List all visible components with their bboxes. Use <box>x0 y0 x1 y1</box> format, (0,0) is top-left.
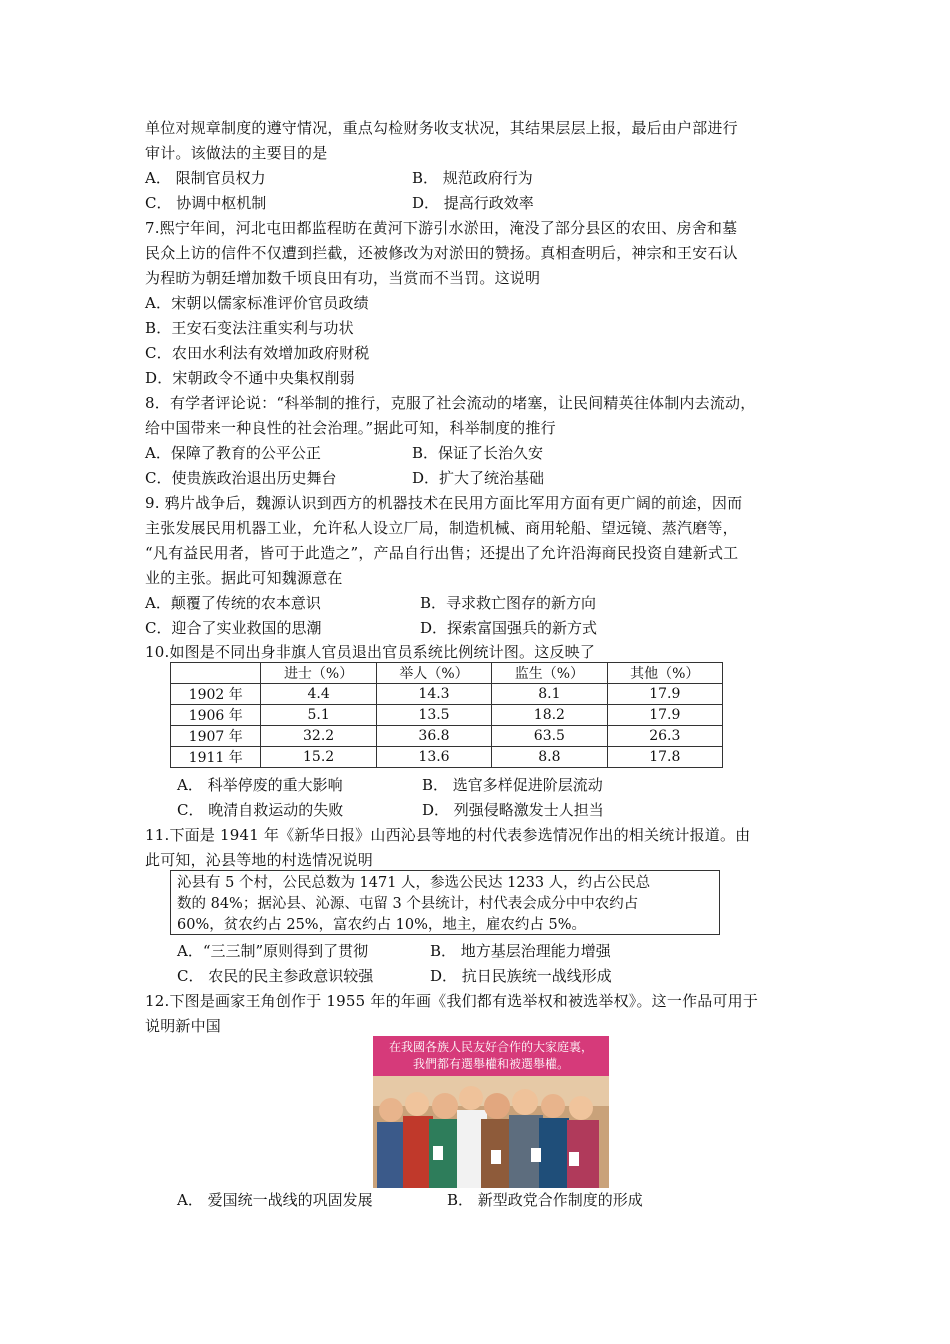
poster-caption-line: 我們都有選舉權和被選舉權。 <box>412 1057 569 1071</box>
q8-stem-line-1: 8．有学者评论说：“科举制的推行，克服了社会流动的堵塞，让民间精英往体制内去流动， <box>145 394 756 412</box>
q12-option-b[interactable]: B． 新型政党合作制度的形成 <box>447 1191 643 1209</box>
q11-quote-line: 沁县有 5 个村，公民总数为 1471 人，参选公民达 1233 人，约占公民总 <box>177 875 651 891</box>
table-cell: 26.3 <box>607 726 722 747</box>
table-row <box>171 705 723 726</box>
q9-stem-line-4: 业的主张。据此可知魏源意在 <box>145 569 343 587</box>
table-header-cell: 其他（%） <box>607 663 722 684</box>
q9-option-d[interactable]: D．探索富国强兵的新方式 <box>420 619 598 637</box>
table-cell: 13.5 <box>376 705 491 726</box>
q8-stem-line-2: 给中国带来一种良性的社会治理。”据此可知，科举制度的推行 <box>145 419 556 437</box>
q12-option-a[interactable]: A． 爱国统一战线的巩固发展 <box>177 1191 373 1209</box>
q9-stem-line-2: 主张发展民用机器工业，允许私人设立厂局，制造机械、商用轮船、望远镜、蒸汽磨等， <box>145 519 738 537</box>
q11-option-a[interactable]: A．“三三制”原则得到了贯彻 <box>177 942 369 960</box>
q9-stem-line-3: “凡有益民用者，皆可于此造之”，产品自行出售；还提出了允许沿海商民投资自建新式工 <box>145 544 739 562</box>
table-header-cell: 进士（%） <box>261 663 376 684</box>
q11-quote-box <box>170 870 720 935</box>
poster-caption-line: 在我國各族人民友好合作的大家庭裏， <box>388 1040 593 1054</box>
table-cell: 8.1 <box>492 684 607 705</box>
table-cell: 5.1 <box>261 705 376 726</box>
table-cell: 17.9 <box>607 684 722 705</box>
q9-option-a[interactable]: A．颠覆了传统的农本意识 <box>145 594 321 612</box>
table-header-cell <box>171 663 261 684</box>
table-cell: 15.2 <box>261 747 376 768</box>
table-cell: 17.9 <box>607 705 722 726</box>
q7-option-c[interactable]: C．农田水利法有效增加政府财税 <box>145 344 370 362</box>
q11-option-c[interactable]: C． 农民的民主参政意识较强 <box>177 967 374 985</box>
q8-option-d[interactable]: D．扩大了统治基础 <box>412 469 545 487</box>
q7-stem-line-2: 民众上访的信件不仅遭到拦截，还被修改为对淤田的赞扬。真相查明后，神宗和王安石认 <box>145 244 738 262</box>
table-cell: 1907 年 <box>171 726 261 747</box>
q11-option-b[interactable]: B． 地方基层治理能力增强 <box>430 942 611 960</box>
q6-stem-line-2: 审计。该做法的主要目的是 <box>145 144 328 162</box>
table-cell: 36.8 <box>376 726 491 747</box>
q10-data-table <box>170 662 723 768</box>
q11-stem-line-2: 此可知，沁县等地的村选情况说明 <box>145 851 374 869</box>
poster-people-illustration <box>373 1076 609 1188</box>
table-cell: 18.2 <box>492 705 607 726</box>
poster-caption-band <box>373 1036 609 1076</box>
q7-option-d[interactable]: D．宋朝政令不通中央集权削弱 <box>145 369 355 387</box>
q7-stem-line-3: 为程昉为朝廷增加数千顷良田有功，当赏而不当罚。这说明 <box>145 269 541 287</box>
q6-option-c[interactable]: C． 协调中枢机制 <box>145 194 267 212</box>
table-cell: 1906 年 <box>171 705 261 726</box>
q10-option-b[interactable]: B． 选官多样促进阶层流动 <box>422 776 603 794</box>
table-row <box>171 684 723 705</box>
q10-option-c[interactable]: C． 晚清自救运动的失败 <box>177 801 344 819</box>
table-cell: 32.2 <box>261 726 376 747</box>
q7-option-b[interactable]: B．王安石变法注重实利与功状 <box>145 319 354 337</box>
table-row <box>171 747 723 768</box>
table-header-cell: 监生（%） <box>492 663 607 684</box>
q10-option-d[interactable]: D． 列强侵略激发士人担当 <box>422 801 604 819</box>
q11-quote-line: 数的 84%；据沁县、沁源、屯留 3 个县统计，村代表会成分中中农约占 <box>177 896 639 912</box>
q12-stem-line-2: 说明新中国 <box>145 1017 222 1035</box>
table-cell: 4.4 <box>261 684 376 705</box>
table-header-row <box>171 663 723 684</box>
table-cell: 17.8 <box>607 747 722 768</box>
election-poster-image <box>373 1036 609 1188</box>
q6-option-a[interactable]: A． 限制官员权力 <box>145 169 266 187</box>
q11-quote-line: 60%，贫农约占 25%，富农约占 10%，地主，雇农约占 5%。 <box>177 917 587 933</box>
q9-option-c[interactable]: C．迎合了实业救国的思潮 <box>145 619 322 637</box>
q8-option-c[interactable]: C．使贵族政治退出历史舞台 <box>145 469 337 487</box>
table-cell: 1902 年 <box>171 684 261 705</box>
q10-stem: 10.如图是不同出身非旗人官员退出官员系统比例统计图。这反映了 <box>145 643 596 661</box>
q7-option-a[interactable]: A．宋朝以儒家标准评价官员政绩 <box>145 294 369 312</box>
table-cell: 13.6 <box>376 747 491 768</box>
table-header-cell: 举人（%） <box>376 663 491 684</box>
q7-stem-line-1: 7.熙宁年间，河北屯田都监程昉在黄河下游引水淤田，淹没了部分县区的农田、房舍和墓 <box>145 219 738 237</box>
q12-stem-line-1: 12.下图是画家王角创作于 1955 年的年画《我们都有选举权和被选举权》。这一作品可用于 <box>145 992 759 1010</box>
q8-option-a[interactable]: A．保障了教育的公平公正 <box>145 444 321 462</box>
table-cell: 14.3 <box>376 684 491 705</box>
table-cell: 8.8 <box>492 747 607 768</box>
table-cell: 63.5 <box>492 726 607 747</box>
q9-option-b[interactable]: B．寻求救亡图存的新方向 <box>420 594 597 612</box>
table-cell: 1911 年 <box>171 747 261 768</box>
q9-stem-line-1: 9. 鸦片战争后，魏源认识到西方的机器技术在民用方面比军用方面有更广阔的前途，因而 <box>145 494 743 512</box>
q6-option-b[interactable]: B． 规范政府行为 <box>412 169 533 187</box>
q11-stem-line-1: 11.下面是 1941 年《新华日报》山西沁县等地的村代表参选情况作出的相关统计报道。由 <box>145 826 751 844</box>
table-row <box>171 726 723 747</box>
q10-option-a[interactable]: A． 科举停废的重大影响 <box>177 776 343 794</box>
q6-option-d[interactable]: D． 提高行政效率 <box>412 194 534 212</box>
q11-option-d[interactable]: D． 抗日民族统一战线形成 <box>430 967 612 985</box>
q8-option-b[interactable]: B．保证了长治久安 <box>412 444 544 462</box>
q6-stem-line-1: 单位对规章制度的遵守情况，重点勾检财务收支状况，其结果层层上报，最后由户部进行 <box>145 119 738 137</box>
